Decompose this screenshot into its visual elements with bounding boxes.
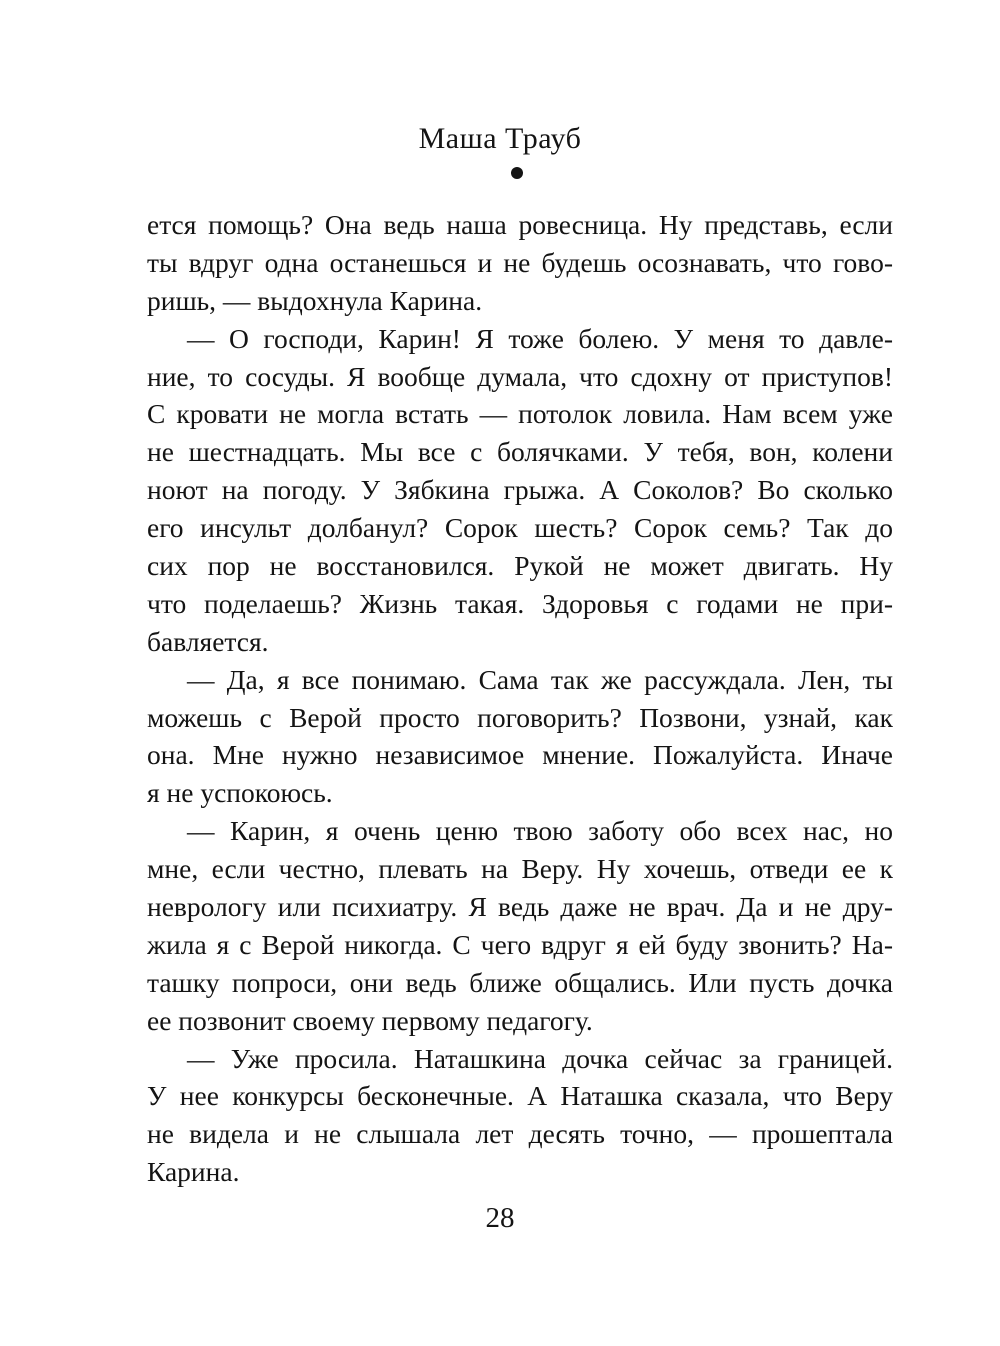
text-line: не видела и не слышала лет десять точно, — прошептала <box>147 1118 893 1150</box>
text-line: сих пор не восстановился. Рукой не может двигать. Ну <box>147 550 893 582</box>
running-head-author: Маша Трауб <box>418 122 582 155</box>
text-line: ришь, — выдохнула Карина. <box>147 284 483 316</box>
text-line: она. Мне нужно независимое мнение. Пожалуйста. Иначе <box>147 739 893 771</box>
text-line: У нее конкурсы бесконечные. А Наташка сказала, что Веру <box>147 1080 893 1112</box>
ornament-dot <box>511 167 523 179</box>
text-line: С кровати не могла встать — потолок ловила. Нам всем уже <box>147 398 893 430</box>
text-line: можешь с Верой просто поговорить? Позвони, узнай, как <box>147 701 893 733</box>
text-line: что поделаешь? Жизнь такая. Здоровья с годами не при- <box>147 587 893 619</box>
text-line: мне, если честно, плевать на Веру. Ну хочешь, отведи ее к <box>147 853 893 885</box>
text-line: ташку попроси, они ведь ближе общались. Или пусть дочка <box>147 966 893 998</box>
text-line: бавляется. <box>147 625 269 657</box>
text-line: я не успокоюсь. <box>147 777 333 809</box>
text-line: ноют на погоду. У Зябкина грыжа. А Соколов? Во сколько <box>147 474 893 506</box>
text-line: — Да, я все понимаю. Сама так же рассуждала. Лен, ты <box>187 663 893 695</box>
text-line: ется помощь? Она ведь наша ровесница. Ну представь, если <box>147 209 893 240</box>
text-line: ты вдруг одна останешься и не будешь осознавать, что гово- <box>147 246 893 278</box>
text-line: — Карин, я очень ценю твою заботу обо всех нас, но <box>187 815 893 847</box>
text-line: жила я с Верой никогда. С чего вдруг я ей буду звонить? На- <box>147 928 893 960</box>
text-line: — О господи, Карин! Я тоже болею. У меня то давле- <box>187 322 893 354</box>
text-line: ее позвонит своему первому педагогу. <box>147 1004 593 1036</box>
text-line: неврологу или психиатру. Я ведь даже не врач. Да и не дру- <box>147 891 893 923</box>
text-line: Карина. <box>147 1156 240 1188</box>
body-text <box>147 206 893 1191</box>
text-line: его инсульт долбанул? Сорок шесть? Сорок семь? Так до <box>147 512 893 544</box>
page-number: 28 <box>485 1202 515 1234</box>
text-line: — Уже просила. Наташкина дочка сейчас за границей. <box>187 1042 893 1074</box>
text-line: не шестнадцать. Мы все с болячками. У тебя, вон, колени <box>147 436 893 468</box>
text-line: ние, то сосуды. Я вообще думала, что сдохну от приступов! <box>147 360 893 392</box>
